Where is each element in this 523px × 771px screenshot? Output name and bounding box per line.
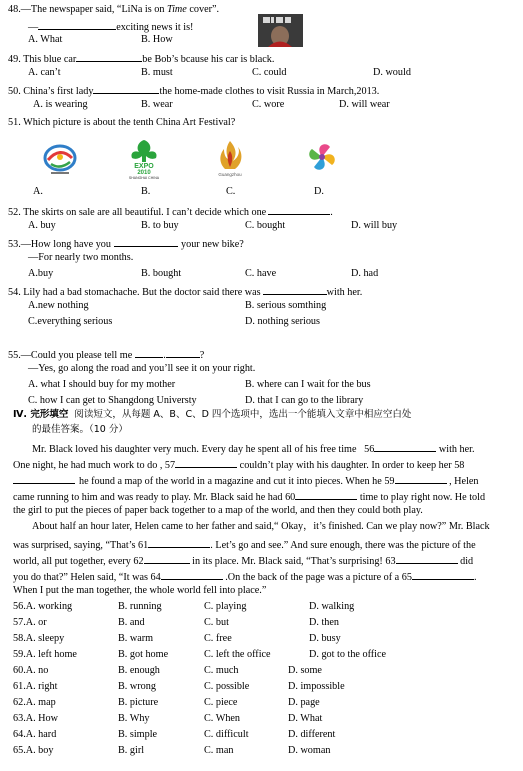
- guangzhou-flame-icon: [213, 139, 247, 179]
- q53-opt-c: C. have: [245, 268, 277, 279]
- blank-56: [374, 442, 436, 452]
- svg-text:2010: 2010: [137, 170, 151, 176]
- q53-opt-d: D. had: [351, 268, 379, 279]
- q55-blank-2: [166, 348, 200, 358]
- q50-opt-c: C. wore: [252, 99, 285, 110]
- art-festival-logo-d: [304, 139, 340, 180]
- q50-blank: [93, 84, 159, 94]
- svg-text:EXPO: EXPO: [134, 163, 154, 170]
- q52-blank: [268, 205, 330, 215]
- q49-opt-b: B. must: [141, 67, 173, 78]
- q51-stem: 51. Which picture is about the tenth China Art Festival?: [8, 117, 236, 128]
- q53-blank: [114, 237, 178, 247]
- q54-opt-a: A.new nothing: [28, 300, 89, 311]
- passage-line: you do that?” Helen said, “It was 64 .On the back of the page was a picture of a 65 .: [13, 572, 477, 583]
- answer-65-b: B. girl: [118, 745, 145, 756]
- q52-opt-a: A. buy: [28, 220, 56, 231]
- passage-line: the girl to put the pieces of paper back together to a map of the world, and then they could both play.: [13, 505, 423, 516]
- answer-64-c: C. difficult: [204, 729, 249, 740]
- answer-row-58: 58.A. sleepy: [13, 633, 65, 644]
- answer-59-d: D. got to the office: [309, 649, 387, 660]
- q55-opt-d: D. that I can go to the library: [245, 395, 364, 406]
- answer-row-64: 64.A. hard: [13, 729, 57, 740]
- answer-row-56: 56.A. working: [13, 601, 73, 612]
- q52-opt-c: C. bought: [245, 220, 286, 231]
- q48-line2: — exciting news it is!: [28, 22, 194, 33]
- q55-opt-b: B. where can I wait for the bus: [245, 379, 371, 390]
- section-heading: Ⅳ. 完形填空 阅读短文，从每题 A、B、C、D 四个选项中，选出一个能填入文章中相应空白处: [13, 409, 412, 420]
- answer-62-b: B. picture: [118, 697, 159, 708]
- blank-61: [148, 538, 210, 548]
- magazine-cover-icon: [258, 14, 303, 47]
- answer-64-d: D. different: [288, 729, 336, 740]
- passage-line: he found a map of the world in a magazine and cut it into pieces. When he 59 , Helen: [13, 474, 479, 487]
- q49-opt-d: D. would: [373, 67, 411, 78]
- blank-60: [295, 490, 357, 500]
- blank-58: [13, 474, 75, 484]
- q53-opt-a: A.buy: [28, 268, 54, 279]
- answer-row-65: 65.A. boy: [13, 745, 54, 756]
- q50-opt-b: B. wear: [141, 99, 173, 110]
- q49-blank: [76, 52, 142, 62]
- answer-row-59: 59.A. left home: [13, 649, 77, 660]
- passage-line: world, all put together, every 62 in its place. Mr. Black said, “That’s surprising! 63 did: [13, 556, 474, 567]
- q55-opt-c: C. how I can get to Shangdong Universty: [28, 395, 197, 406]
- q53-line2: —For nearly two months.: [28, 252, 134, 263]
- art-festival-logo-a: [43, 140, 77, 181]
- answer-57-b: B. and: [118, 617, 145, 628]
- q55-line2: —Yes, go along the road and you’ll see it on your right.: [28, 363, 256, 374]
- q48-stem: 48.—The newspaper said, “LiNa is on Time cover”.: [8, 4, 220, 15]
- section-instruction-line2: 的最佳答案。（10 分）: [32, 424, 128, 435]
- answer-57-d: D. then: [309, 617, 339, 628]
- passage-line: came running to him and was ready to play. Mr. Black said he had 60 time to play right now. He told: [13, 492, 486, 503]
- blank-65: [412, 570, 474, 580]
- answer-56-c: C. playing: [204, 601, 247, 612]
- answer-60-d: D. some: [288, 665, 322, 676]
- answer-63-c: C. When: [204, 713, 241, 724]
- answer-64-b: B. simple: [118, 729, 158, 740]
- q52-stem: 52. The skirts on sale are all beautiful. I can’t decide which one .: [8, 207, 333, 218]
- blank-63: [396, 554, 458, 564]
- answer-59-c: C. left the office: [204, 649, 271, 660]
- q48-opt-a: A. What: [28, 34, 63, 45]
- q48-opt-b: B. How: [141, 34, 173, 45]
- expo-2010-icon: [124, 138, 164, 180]
- q48-blank: [38, 20, 116, 30]
- q55-stem: 55.—Could you please tell me . ?: [8, 350, 205, 361]
- answer-56-b: B. running: [118, 601, 162, 612]
- answer-row-60: 60.A. no: [13, 665, 49, 676]
- svg-text:Guangzhou: Guangzhou: [218, 172, 242, 177]
- q50-stem: 50. China’s first lady the home-made clothes to visit Russia in March,2013.: [8, 86, 380, 97]
- answer-65-c: C. man: [204, 745, 234, 756]
- q50-opt-d: D. will wear: [339, 99, 390, 110]
- passage-line: was surprised, saying, “That’s 61 . Let’s go and see.” And sure enough, there was the picture of the: [13, 540, 476, 551]
- passage-line: Mr. Black loved his daughter very much. Every day he spent all of his free time 56 with her.: [32, 444, 475, 455]
- time-magazine-cover-image: [258, 14, 303, 47]
- passage-line: When I put the man together, the whole world fell into place.”: [13, 585, 267, 596]
- q55-opt-a: A. what I should buy for my mother: [28, 379, 176, 390]
- q54-opt-d: D. nothing serious: [245, 316, 320, 327]
- q54-stem: 54. Lily had a bad stomachache. But the doctor said there was with her.: [8, 287, 363, 298]
- q50-opt-a: A. is wearing: [33, 99, 88, 110]
- answer-62-d: D. page: [288, 697, 320, 708]
- passage-line: One night, he had much work to do , 57 couldn’t play with his daughter. In order to keep her 58: [13, 460, 465, 471]
- answer-58-b: B. warm: [118, 633, 154, 644]
- q51-opt-a: A.: [33, 186, 43, 197]
- answer-61-c: C. possible: [204, 681, 250, 692]
- blank-57: [175, 458, 237, 468]
- answer-row-62: 62.A. map: [13, 697, 56, 708]
- answer-row-63: 63.A. How: [13, 713, 58, 724]
- q49-opt-c: C. could: [252, 67, 287, 78]
- q54-opt-c: C.everything serious: [28, 316, 113, 327]
- q53-stem: 53.—How long have you your new bike?: [8, 239, 244, 250]
- q54-blank: [263, 285, 327, 295]
- q51-opt-d: D.: [314, 186, 324, 197]
- q55-blank-1: [135, 348, 163, 358]
- answer-57-c: C. but: [204, 617, 229, 628]
- art-festival-a-icon: [43, 140, 77, 178]
- answer-63-d: D. What: [288, 713, 323, 724]
- expo-2010-logo-b: [124, 138, 164, 183]
- q52-opt-b: B. to buy: [141, 220, 179, 231]
- q53-opt-b: B. bought: [141, 268, 182, 279]
- answer-row-57: 57.A. or: [13, 617, 47, 628]
- answer-59-b: B. got home: [118, 649, 169, 660]
- answer-61-d: D. impossible: [288, 681, 345, 692]
- answer-60-c: C. much: [204, 665, 239, 676]
- guangzhou-logo-c: [213, 139, 247, 182]
- answer-65-d: D. woman: [288, 745, 331, 756]
- q52-opt-d: D. will buy: [351, 220, 398, 231]
- pinwheel-icon: [304, 139, 340, 177]
- passage-line: About half an hour later, Helen came to her father and said,“ Okay，it’s finished. Can we play now?” Mr. Black: [32, 521, 490, 532]
- blank-62: [144, 554, 190, 564]
- answer-61-b: B. wrong: [118, 681, 156, 692]
- q51-opt-c: C.: [226, 186, 236, 197]
- q49-stem: 49. This blue car be Bob’s bcause his car is black.: [8, 54, 275, 65]
- blank-64: [161, 570, 223, 580]
- answer-58-d: D. busy: [309, 633, 341, 644]
- answer-60-b: B. enough: [118, 665, 160, 676]
- q51-opt-b: B.: [141, 186, 151, 197]
- answer-62-c: C. piece: [204, 697, 238, 708]
- answer-row-61: 61.A. right: [13, 681, 58, 692]
- q54-opt-b: B. serious somthing: [245, 300, 327, 311]
- blank-59: [395, 474, 447, 484]
- answer-56-d: D. walking: [309, 601, 355, 612]
- q49-opt-a: A. can’t: [28, 67, 61, 78]
- answer-58-c: C. free: [204, 633, 232, 644]
- answer-63-b: B. Why: [118, 713, 150, 724]
- svg-text:SHANGHAI CHINA: SHANGHAI CHINA: [128, 176, 160, 180]
